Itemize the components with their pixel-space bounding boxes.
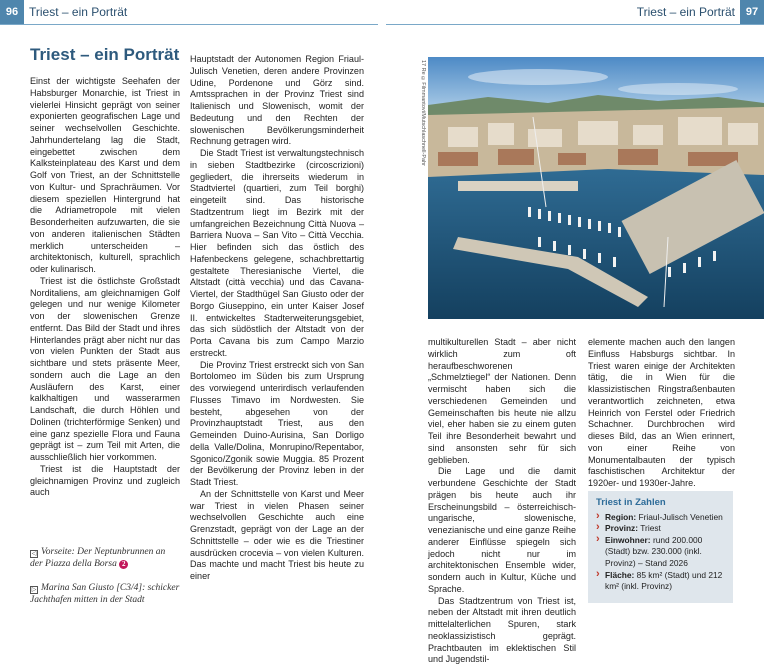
- arrow-left-icon: ◁: [30, 550, 38, 558]
- text-column-4: [588, 337, 735, 490]
- fact-provinz: › Provinz: Triest: [596, 523, 725, 535]
- location-badge: 2: [119, 560, 128, 569]
- paragraph: Die Stadt Triest ist verwaltungstechnisch in sieben Stadtbezirke (circoscrizioni) gegliedert, die ihrerseits wiederum in Stadtviertel (quartieri, zum Teil borghi) eingeteilt sind. Das historische Stadtzentrum liegt im Bezirk mit der umfangreichen Bezeichnung Città Nuova – Barriera Nuova – San Vito – Città Vecchia. Hier befinden sich das östlich des Hafenbeckens gelegene, schachbrettartig gestaltete Theresianische Viertel, die Altstadt (città vecchia) und das Cavana-Viertel, der Stadthügel San Giusto oder der Borgo Giuseppino, ein unter Kaiser Josef II. entwickeltes Stadterweiterungsgebiet, das sich südöstlich der Altstadt von der Porta Cavana bis zum Campo Marzio erstreckt.: [190, 148, 364, 360]
- paragraph: Das Stadtzentrum von Triest ist, neben der Altstadt mit ihren deutlich mittelalterlichen Spuren, stark neoklassizistisch geprägt. Prachtbauten im eklektischen Stil und Jugendstil-: [428, 596, 576, 666]
- fact-einwohner: › Einwohner: rund 200.000 (Stadt) bzw. 230.000 (inkl. Provinz) – Stand 2026: [596, 535, 725, 570]
- paragraph: An der Schnittstelle von Karst und Meer war Triest in vielen Phasen seiner wechselvollen Geschichte auch eine Grenzstadt, geprägt von der Lage an der Schnittstelle – oder wie es die Triestiner ausdrücken crocevia – von vielen Kulturen. Das machte und macht Triest bis heute zu einer: [190, 489, 364, 583]
- page-heading: Triest – ein Porträt: [30, 45, 179, 65]
- paragraph: Triest ist die Hauptstadt der gleichnamigen Provinz und zugleich auch: [30, 464, 180, 499]
- caption-photo: ▷ Marina San Giusto [C3/4]: schicker Jachthafen mitten in der Stadt: [30, 582, 180, 606]
- paragraph: Triest ist die östlichste Großstadt Norditaliens, am gleichnamigen Golf gelegen und nur wenige Kilometer von der slowenischen Grenze entfernt. Das Bild der Stadt und ihres Hinterlandes prägt aber nicht nur das von vielen Punkten der Stadt aus sichtbare und stets präsente Meer, sondern auch die Lage an den Ausläufern des Karst, einer kalkhaltigen und wasserarmen Landschaft, die durch Höhlen und Dolinen (trichterförmige Senken) und eine ganz spezielle Flora und Fauna geprägt ist – zum Teil mit Arten, die ausschließlich hier vorkommen.: [30, 276, 180, 464]
- right-page-header: [637, 0, 764, 24]
- harbour-photo: [428, 57, 764, 319]
- paragraph: Die Lage und die damit verbundene Geschichte der Stadt prägen bis heute auch ihr Erscheinungsbild – österreichisch-ungarische, slowenische, venezianische und eine ganze Reihe anderer Einflüsse spiegeln sich jedoch nicht nur im architektonischen Ensemble wider, sondern auch in Kultur, Küche und Sprache.: [428, 466, 576, 595]
- paragraph: Die Provinz Triest erstreckt sich von San Bortolomeo im Süden bis zum Ursprung des vorwiegend unterirdisch verlaufenden Flusses Timavo im Nordwesten. Sie besteht, abgesehen von der Provinzhauptstadt Triest, aus den Gemeinden Duino-Aurisina, San Dorligo della Valle/Dolina, Monrupino/Repentabor, Sgonico/Zgonik sowie Muggia. 85 Prozent der Bevölkerung der Provinz leben in der Stadt Triest.: [190, 360, 364, 489]
- text-column-2: [190, 54, 364, 583]
- paragraph: multikulturellen Stadt – aber nicht wirklich zum oft heraufbeschworenen „Schmelztiegel“ der Nationen. Denn vermischt haben sich die verschiedenen Gemeinden und Gemeinschaften bis heute nie allzu viel, eher haben sie zu einem guten Teil ihre Besonderheit bewahrt und sind ansonsten sehr für sich geblieben.: [428, 337, 576, 466]
- fact-flaeche: › Fläche: 85 km² (Stadt) und 212 km² (inkl. Provinz): [596, 570, 725, 593]
- right-header-rule: [386, 24, 764, 25]
- photo-credit: 17 Re ©Filmmantovi/Mutschlaschnell-Pahr: [420, 60, 426, 166]
- left-header-rule: [0, 24, 378, 25]
- right-page-number: 97: [740, 0, 764, 24]
- harbour-photo-drawing: [428, 57, 764, 319]
- text-column-1: [30, 76, 180, 499]
- right-running-title: Triest – ein Porträt: [637, 5, 735, 19]
- left-running-title: Triest – ein Porträt: [29, 5, 127, 19]
- paragraph: Einst der wichtigste Seehafen der Habsburger Monarchie, ist Triest in vielerlei Hinsicht geprägt von seiner exponierten geografischen Lage und seiner wechselvollen Geschichte. Jahrhundertelang lag die Stadt, eingebettet zwischen dem Kalksteinplateau des Karst und dem Golf von Triest, an der Schnittstelle von Kultur- und Sprachräumen. Vor diesem speziellen Hintergrund hat die Adriametropole mit vielen Besonderheiten aufzuwarten, die sie von anderen italienischen Städten merklich unterscheiden – architektonisch, kulturell, sprachlich oder kulinarisch.: [30, 76, 180, 276]
- left-page-header: [0, 0, 127, 24]
- left-page-number: 96: [0, 0, 24, 24]
- arrow-right-icon: ▷: [30, 586, 38, 594]
- paragraph: Hauptstadt der Autonomen Region Friaul-Julisch Venetien, deren andere Provinzen Udine, Pordenone und Görz sind. Amtssprachen in der Provinz Triest sind Italienisch und Slowenisch, womit der Bedeutung und den Rechten der slowenischen Bevölkerungsminderheit Rechnung getragen wird.: [190, 54, 364, 148]
- facts-box-title: Triest in Zahlen: [596, 497, 725, 509]
- paragraph: elemente machen auch den langen Einfluss Habsburgs sichtbar. In Triest waren einige der Architekten tätig, die in Wien für die klassizistischen Ringstraßenbauten verantwortlich zeichneten, etwa Heinrich von Ferstel oder Friedrich Schachner. Durchbrochen wird dieses Bild, das an Wien erinnert, von einer Reihe von Monumentalbauten der typisch faschistischen Architektur der 1920er- und 1930er-Jahre.: [588, 337, 735, 490]
- fact-region: › Region: Friaul-Julisch Venetien: [596, 512, 725, 524]
- text-column-3: [428, 337, 576, 666]
- facts-box: [588, 491, 733, 603]
- caption-previous-page: ◁ Vorseite: Der Neptunbrunnen an der Piazza della Borsa 2: [30, 546, 180, 570]
